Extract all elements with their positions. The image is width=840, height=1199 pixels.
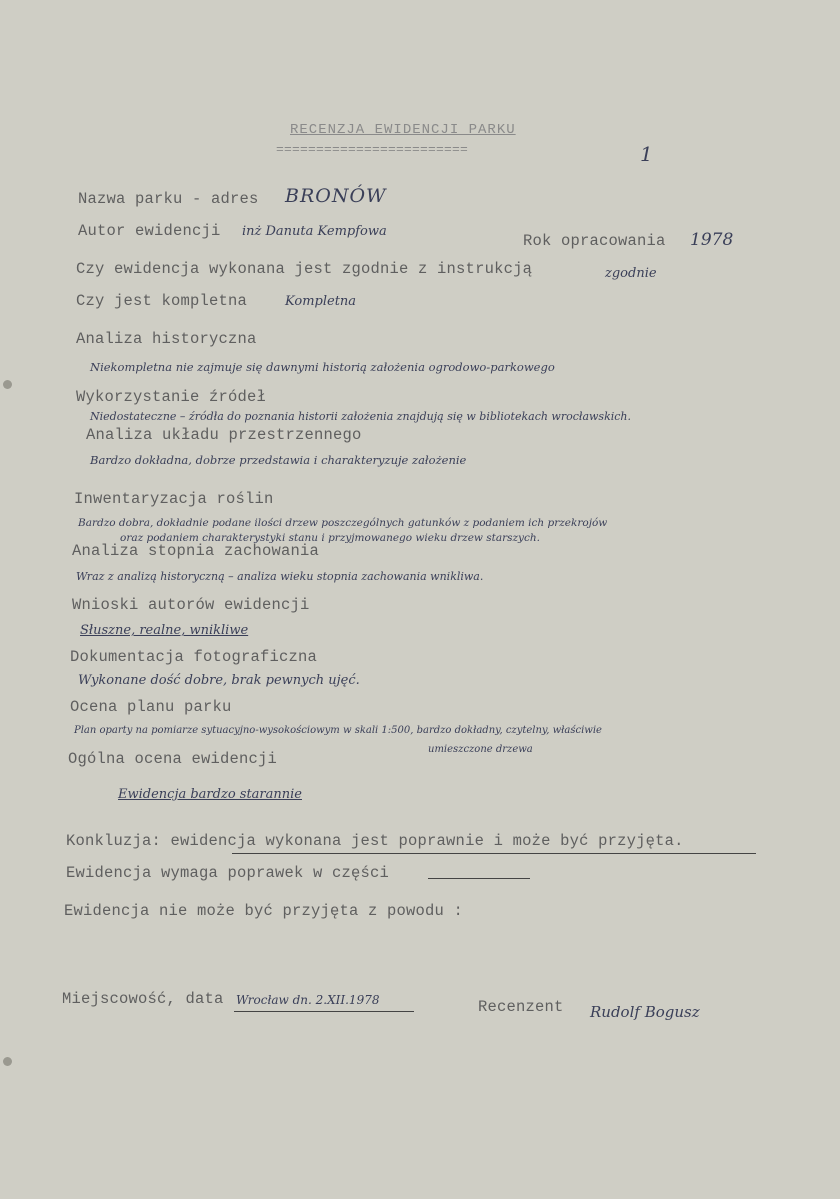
title-underline: ========================	[276, 142, 469, 157]
overall-label: Ogólna ocena ewidencji	[68, 750, 278, 768]
punch-hole	[3, 380, 12, 389]
punch-hole	[3, 1057, 12, 1066]
sources-label: Wykorzystanie źródeł	[76, 388, 267, 406]
corrections-line: Ewidencja wymaga poprawek w części	[66, 864, 390, 882]
year-value: 1978	[690, 230, 734, 250]
compliance-label: Czy ewidencja wykonana jest zgodnie z instrukcją	[76, 260, 533, 278]
preservation-label: Analiza stopnia zachowania	[72, 542, 320, 560]
plants-label: Inwentaryzacja roślin	[74, 490, 274, 508]
page-number: 1	[640, 142, 653, 166]
park-name-label: Nazwa parku - adres	[78, 190, 259, 208]
document-title: RECENZJA EWIDENCJI PARKU	[290, 122, 516, 138]
corrections-blank	[428, 878, 530, 879]
plan-label: Ocena planu parku	[70, 698, 232, 716]
author-label: Autor ewidencji	[78, 222, 221, 240]
place-date-value: Wrocław dn. 2.XII.1978	[236, 993, 380, 1007]
complete-label: Czy jest kompletna	[76, 292, 248, 310]
park-name-value: BRONÓW	[285, 185, 387, 207]
year-label: Rok opracowania	[523, 232, 666, 250]
preservation-value: Wraz z analizą historyczną – analiza wieku stopnia zachowania wnikliwa.	[76, 570, 484, 583]
reviewer-signature: Rudolf Bogusz	[590, 1003, 700, 1021]
plan-value-2: umieszczone drzewa	[428, 744, 533, 755]
photo-label: Dokumentacja fotograficzna	[70, 648, 318, 666]
plan-value-1: Plan oparty na pomiarze sytuacyjno-wysokościowym w skali 1:500, bardzo dokładny, czytelny, właściwie	[74, 725, 602, 736]
author-value: inż Danuta Kempfowa	[242, 224, 387, 239]
spatial-label: Analiza układu przestrzennego	[86, 426, 362, 444]
history-value: Niekompletna nie zajmuje się dawnymi historią założenia ogrodowo-parkowego	[90, 360, 555, 374]
complete-value: Kompletna	[285, 294, 357, 309]
plants-value-2: oraz podaniem charakterystyki stanu i przyjmowanego wieku drzew starszych.	[120, 532, 540, 544]
plants-value-1: Bardzo dobra, dokładnie podane ilości drzew poszczególnych gatunków z podaniem ich przekrojów	[78, 517, 608, 529]
rejection-line: Ewidencja nie może być przyjęta z powodu :	[64, 902, 464, 920]
photo-value: Wykonane dość dobre, brak pewnych ujęć.	[78, 673, 360, 688]
spatial-value: Bardzo dokładna, dobrze przedstawia i charakteryzuje założenie	[90, 453, 467, 467]
compliance-value: zgodnie	[605, 266, 657, 281]
overall-value: Ewidencja bardzo starannie	[118, 787, 302, 802]
place-date-label: Miejscowość, data	[62, 990, 224, 1008]
sources-value: Niedostateczne – źródła do poznania historii założenia znajdują się w bibliotekach wrocławskich.	[90, 410, 632, 423]
place-date-underline	[234, 1011, 414, 1012]
history-label: Analiza historyczna	[76, 330, 257, 348]
conclusion-underline	[232, 853, 756, 854]
conclusions-value: Słuszne, realne, wnikliwe	[80, 623, 249, 638]
conclusions-label: Wnioski autorów ewidencji	[72, 596, 310, 614]
reviewer-label: Recenzent	[478, 998, 564, 1016]
conclusion-line: Konkluzja: ewidencja wykonana jest poprawnie i może być przyjęta.	[66, 832, 684, 850]
